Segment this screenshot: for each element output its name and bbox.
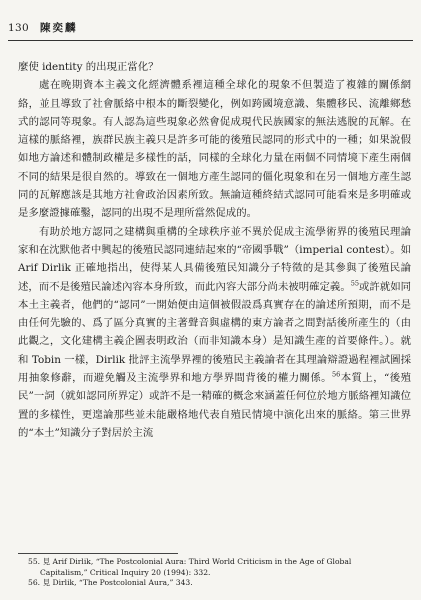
paragraph-continuation: 麼使 identity 的出現正當化？ bbox=[18, 61, 159, 73]
author-name: 陳奕麟 bbox=[40, 22, 78, 34]
page-number: 130 bbox=[8, 22, 29, 34]
footnote-rule bbox=[18, 553, 178, 554]
paragraph-imperial-contest bbox=[18, 223, 411, 443]
paragraph-part-b: 或許就如同本土主義者，他們的“認同”一開始便由這個被假設爲真實存在的論述所預期，而不是由任何先驗的、爲了區分真實的主著聲音與虛構的東方論者之間對話後所產生的（由此觀之，文化建構主義企圖表明政治（而非知識本身）是知識生產的首要條件。）。就和 Tobin 一樣，Dirlik 批評主流學界裡的後殖民主義論者在其理論辯證過程裡試圖採用抽象修辭，而避免觸及主流學界和地方學界間背後的權力關係。 bbox=[18, 280, 412, 385]
body-text bbox=[18, 58, 411, 442]
footnote-55: 55. 見 Arif Dirlik, “The Postcolonial Aura: Third World Criticism in the Age of Global bbox=[28, 557, 352, 566]
footnote-ref-55: 55 bbox=[350, 279, 360, 288]
footnotes bbox=[28, 557, 408, 589]
footnote-ref-56: 56 bbox=[332, 370, 341, 379]
paragraph-part-c: 本質上，“後殖民”一詞（就如認同所界定）或許不是一精確的概念來涵蓋任何位於地方脈絡裡知識位置的多樣性，更遑論那些並未能嚴格地代表自殖民情境中演化出來的脈絡。第三世界的“本土”知識分子對居於主流 bbox=[18, 372, 411, 439]
footnote-55-continuation: Capitalism,” Critical Inquiry 20 (1994): 332. bbox=[40, 567, 211, 577]
footnote-56: 56. 見 Dirlik, “The Postcolonial Aura,” 343. bbox=[28, 578, 193, 587]
paragraph-part-a: 有助於地方認同之建構與重構的全球秩序並不異於促成主流學術界的後殖民理論家和在沈默他者中興起的後殖民認同連結起來的“帝國爭戰”（imperial contest）。如 Arif Dirlik 正確地指出，使得某人具備後殖民知識分子特徵的是其參與了後殖民論述，而不是後殖民論述內容本身所致，而此內容大部分尚未被明確定義。 bbox=[18, 225, 411, 293]
header-rule bbox=[8, 40, 413, 41]
running-header bbox=[8, 20, 408, 36]
paragraph-globalization: 處在晚期資本主義文化經濟體系裡這種全球化的現象不但製造了複雜的關係網絡，並且導致了社會脈絡中根本的斷裂變化，例如跨國境意識、集體移民、流離鄉愁式的認同等現象。有人認為這些現象必然會促成現代民族國家的無法逃脫的瓦解。在這樣的脈絡裡，族群民族主義只是許多可能的後殖民認同的形式中的一種；如果說假如地方論述和體制政權是多樣性的話，同樣的全球化力量在兩個不同情境下產生兩個不同的結果是很自然的。導致在一個地方產生認同的僵化現象和在另一個地方產生認同的瓦解應該是其地方社會政治因素所致。無論這種終結式認同可能看來是多明確或是多麼證據確鑿，認同的出現不是理所當然促成的。 bbox=[18, 79, 411, 220]
